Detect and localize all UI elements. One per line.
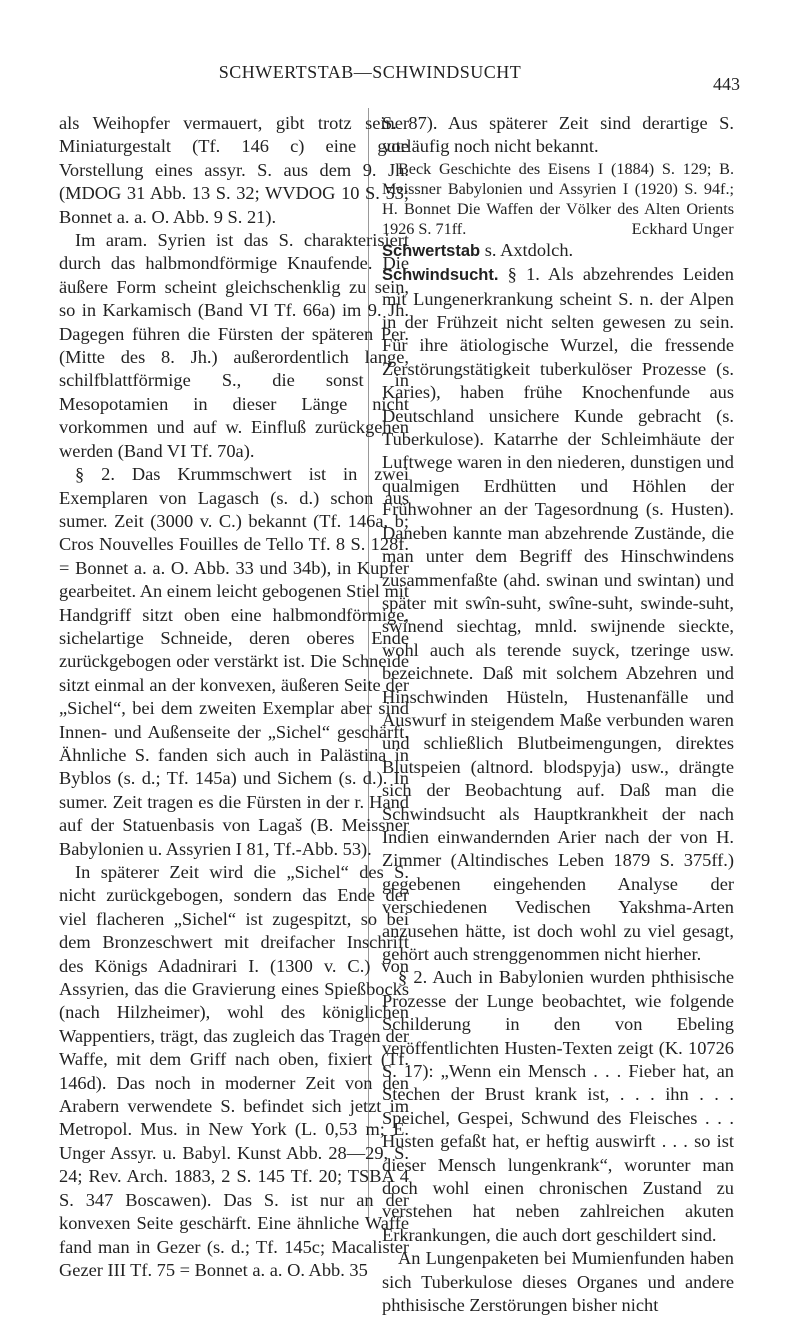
entry-schwindsucht <box>382 263 734 966</box>
entry-text: § 1. Als abzehrendes Leiden mit Lungenerkrankung scheint S. n. der Alpen in der Frühzeit nicht selten gewesen zu sein. Für ihre ätiologische Wurzel, die fressende Zerstörungstätigkeit tuberkulöser Prozesse (s. Karies), haben frühe Knochenfunde aus Deutschland unsichere Kunde gebracht (s. Tuberkulose). Katarrhe der Schleimhäute der Luftwege waren in den niederen, dunstigen und qualmigen Erdhütten und Höhlen der Frühwohner an der Tagesordnung (s. Husten). Daneben kannte man abzehrende Zustände, die man unter dem Begriff des Hinschwindens zusammenfaßte (ahd. swinan und swintan) und später mit swîn-suht, swîne-suht, swinde-suht, swinend siechtag, mnld. swijnende sieckte, wohl auch als terende suyck, tzeringe usw. bezeichnete. Daß mit solchem Abzehren und Hinschwinden Hüsteln, Hustenanfälle und Auswurf in steigendem Maße verbunden waren und schließlich Blutbeimengungen, direktes Blutspeien (altnord. blodspyja) usw., drängte sich der Beobachtung auf. Daß man die Schwindsucht als Hauptkrankheit der nach Indien einwandernden Arier nach der von H. Zimmer (Altindisches Leben 1879 S. 375ff.) gegebenen eingehenden Analyse der verschiedenen Vedischen Yakshma-Arten anzusehen hätte, ist doch wohl zu viel gesagt, gehört auch strenggenommen nicht hierher. <box>382 264 734 964</box>
paragraph: als Weihopfer vermauert, gibt trotz seiner Miniaturgestalt (Tf. 146 c) eine gute Vorstellung eines assyr. S. aus dem 9. Jh. (MDOG 31 Abb. 13 S. 32; WVDOG 10 S. 53; Bonnet a. a. O. Abb. 9 S. 21). <box>59 113 409 227</box>
entry-text: s. Axtdolch. <box>484 239 574 260</box>
page-number: 443 <box>713 74 740 94</box>
entry-heading: Schwindsucht. <box>382 266 499 285</box>
running-head: SCHWERTSTAB—SCHWINDSUCHT <box>218 62 522 82</box>
paragraph: In späterer Zeit wird die „Sichel“ des S. nicht zurückgebogen, sondern das Ende der viel flacheren „Sichel“ ist zugespitzt, so bei dem Bronzeschwert mit dreifacher Inschrift des Königs Adadnirari I. (1300 v. C.) von Assyrien, das die Gravierung eines Spießbocks (nach Hilzheimer), wohl des königlichen Wappentiers, trägt, das zugleich das Tragen der Waffe, mit dem Griff nach oben, fixiert (Tf. 146d). Das noch in moderner Zeit von den Arabern verwendete S. befindet sich jetzt im Metropol. Mus. in New York (L. 0,53 m; E. Unger Assyr. u. Babyl. Kunst Abb. 28—29, S. 24; Rev. Arch. 1883, 2 S. 145 Tf. 20; TSBA 4 S. 347 Boscawen). Das S. ist nur an der konvexen Seite geschärft. Eine ähnliche Waffe fand man in Gezer (s. d.; Tf. 145c; Macalister Gezer III Tf. 75 = Bonnet a. a. O. Abb. 35 <box>59 862 409 1280</box>
paragraph: S. 87). Aus späterer Zeit sind derartige S. vorläufig noch nicht bekannt. <box>382 113 734 157</box>
bibliography <box>382 159 734 239</box>
paragraph: Im aram. Syrien ist das S. charakterisiert durch das halbmondförmige Knaufende. Die äußere Form scheint gleichschenklig zu sein, so in Karkamisch (Band VI Tf. 66a) im 9. Jh. Dagegen führen die Fürsten der späteren Per. (Mitte des 8. Jh.) außerordentlich lange, schilfblattförmige S., die sonst in Mesopotamien in dieser Länge nicht vorkommen und auf w. Einfluß zurückgehen werden (Band VI Tf. 70a). <box>59 230 409 461</box>
paragraph: § 2. Das Krummschwert ist in zwei Exemplaren von Lagasch (s. d.) schon aus sumer. Zeit (3000 v. C.) bekannt (Tf. 146a, b; Cros Nouvelles Fouilles de Tello Tf. 8 S. 128f. = Bonnet a. a. O. Abb. 33 und 34b), in Kupfer gearbeitet. An einem leicht gebogenen Stiel mit Handgriff sitzt oben eine halbmondförmige, sichelartige Schneide, deren oberes Ende zurückgebogen oder verstärkt ist. Die Schneide sitzt einmal an der konvexen, äußeren Seite der „Sichel“, bei dem zweiten Exemplar aber sind Innen- und Außenseite der „Sichel“ geschärft. Ähnliche S. fanden sich auch in Palästina in Byblos (s. d.; Tf. 145a) und Sichem (s. d.). In sumer. Zeit tragen es die Fürsten in der r. Hand auf der Statuenbasis von Lagaš (B. Meissner Babylonien u. Assyrien I 81, Tf.-Abb. 53). <box>59 464 409 859</box>
entry-schwertstab <box>382 239 734 263</box>
author-signature: Eckhard Unger <box>631 219 734 238</box>
entry-heading: Schwertstab <box>382 241 481 260</box>
paragraph: An Lungenpaketen bei Mumienfunden haben sich Tuberkulose dieses Organes und andere phthisische Zerstörungen bisher nicht <box>382 1248 734 1316</box>
right-column <box>382 112 734 1318</box>
paragraph: § 2. Auch in Babylonien wurden phthisische Prozesse der Lunge beobachtet, wie folgende Schilderung in den von Ebeling veröffentlichten Husten-Texten zeigt (K. 10726 S. 17): „Wenn ein Mensch . . . Fieber hat, an Stechen der Brust krank ist, . . . ihn . . . Speichel, Gespei, Schwund des Fleisches . . . Husten gefaßt hat, er heftig auswirft . . . so ist dieser Mensch lungenkrank“, worunter man doch wohl einen chronischen Zustand zu verstehen hat neben zahlreichen akuten Erkrankungen, die auch dort geschildert sind. <box>382 967 734 1245</box>
left-column <box>59 112 409 1282</box>
bibliography-text: Beck Geschichte des Eisens I (1884) S. 129; B. Meissner Babylonien und Assyrien I (1920) S. 94f.; H. Bonnet Die Waffen der Völker des Alten Orients 1926 S. 71ff. <box>382 159 734 238</box>
